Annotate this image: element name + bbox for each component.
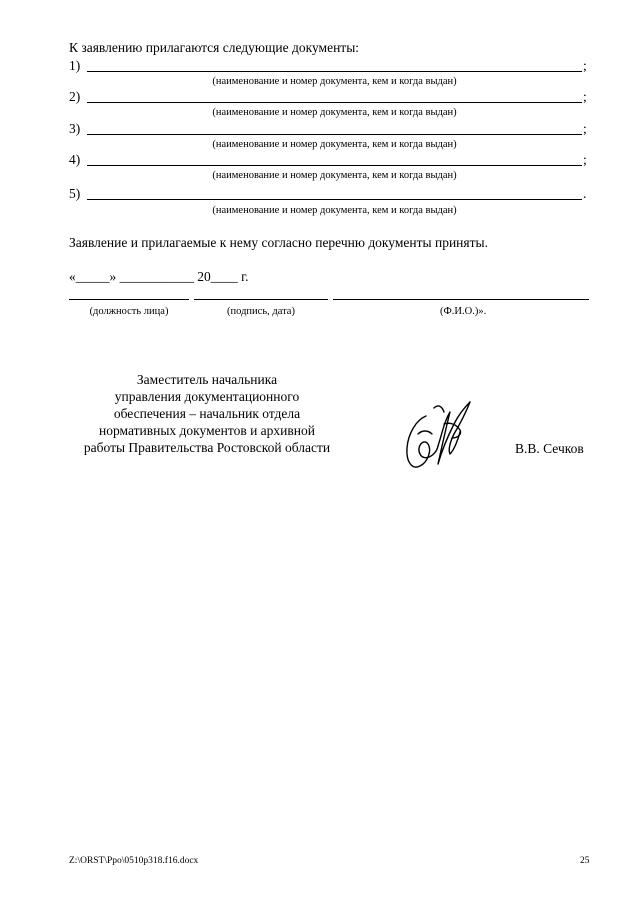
name-caption: (Ф.И.О.)». <box>440 306 487 317</box>
item-4-end: ; <box>583 152 587 167</box>
item-1-line <box>87 71 582 72</box>
position-line <box>69 299 189 300</box>
signatory-line-1: Заместитель начальника <box>136 372 278 387</box>
signatory-line-3: обеспечения – начальник отдела <box>113 406 301 421</box>
signatory-title <box>62 371 352 456</box>
item-2-end: ; <box>583 89 587 104</box>
signatory-name: В.В. Сечков <box>515 441 584 456</box>
item-4-caption: (наименование и номер документа, кем и когда выдан) <box>212 170 457 181</box>
item-4-line <box>87 165 582 166</box>
item-2-caption: (наименование и номер документа, кем и когда выдан) <box>212 107 457 118</box>
signatory-line-2: управления документационного <box>114 389 300 404</box>
name-line <box>333 299 589 300</box>
signatory-line-5: работы Правительства Ростовской области <box>83 440 331 455</box>
item-5-end: . <box>583 186 587 201</box>
item-3-number: 3) <box>69 121 81 136</box>
signature-line <box>194 299 328 300</box>
date-line: «_____» ___________ 20____ г. <box>69 269 249 284</box>
position-caption: (должность лица) <box>89 306 169 317</box>
item-2-line <box>87 102 582 103</box>
intro-text: К заявлению прилагаются следующие документы: <box>69 40 360 55</box>
accepted-text: Заявление и прилагаемые к нему согласно перечню документы приняты. <box>69 235 488 250</box>
footer-file-path: Z:\ORST\Ppo\0510p318.f16.docx <box>69 856 199 866</box>
handwritten-signature <box>398 394 480 476</box>
page-number: 25 <box>580 856 590 866</box>
item-5-line <box>87 199 582 200</box>
signature-caption: (подпись, дата) <box>227 306 295 317</box>
item-3-end: ; <box>583 121 587 136</box>
item-2-number: 2) <box>69 89 81 104</box>
item-3-line <box>87 134 582 135</box>
signatory-line-4: нормативных документов и архивной <box>99 423 315 438</box>
item-4-number: 4) <box>69 152 81 167</box>
item-1-caption: (наименование и номер документа, кем и когда выдан) <box>212 76 457 87</box>
item-5-number: 5) <box>69 186 81 201</box>
item-5-caption: (наименование и номер документа, кем и когда выдан) <box>212 205 457 216</box>
item-1-number: 1) <box>69 58 81 73</box>
item-3-caption: (наименование и номер документа, кем и когда выдан) <box>212 139 457 150</box>
item-1-end: ; <box>583 58 587 73</box>
